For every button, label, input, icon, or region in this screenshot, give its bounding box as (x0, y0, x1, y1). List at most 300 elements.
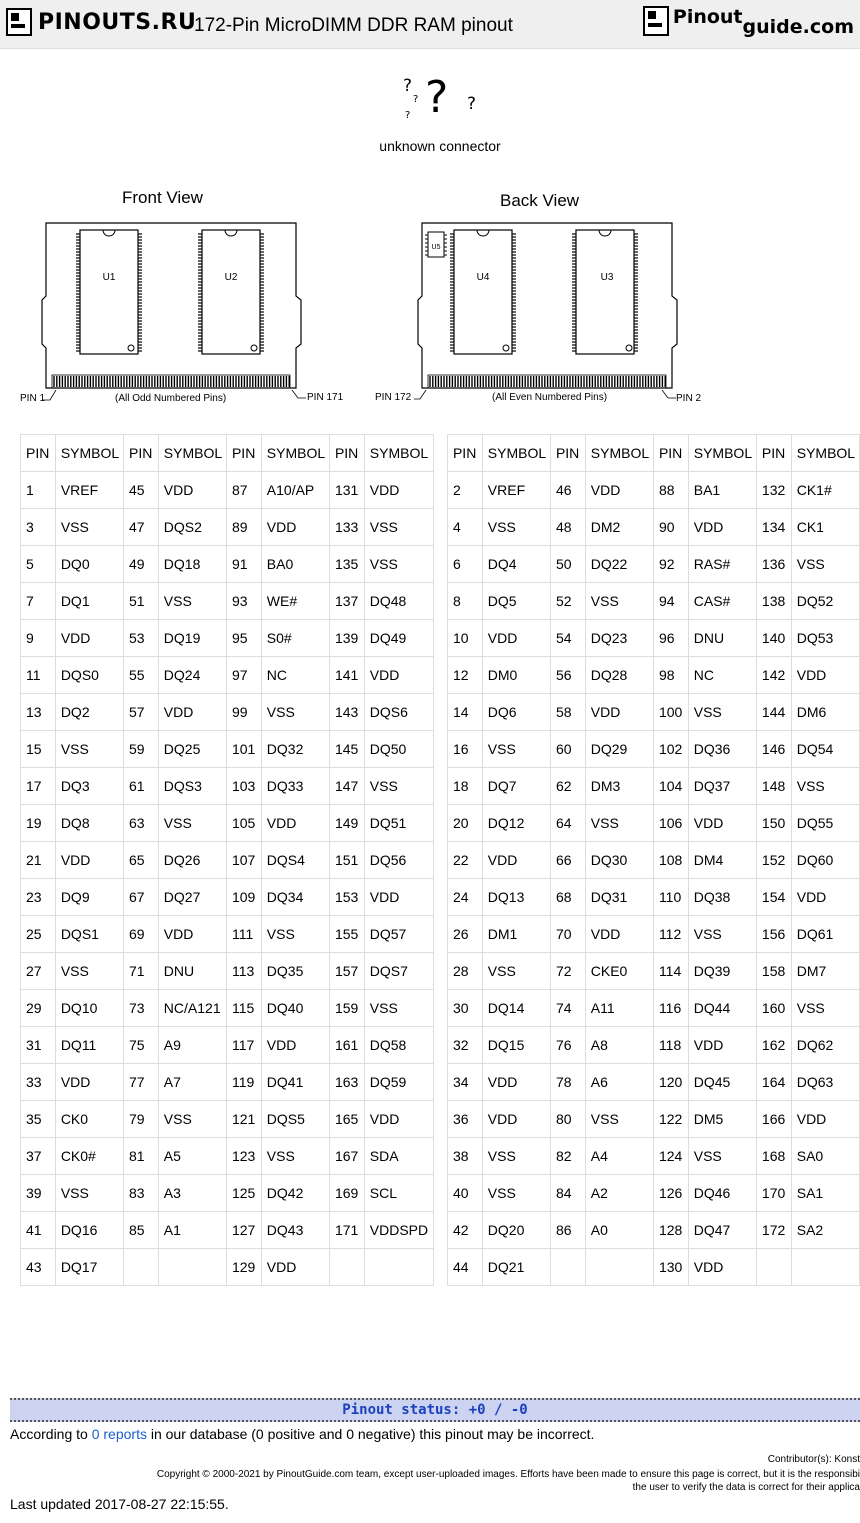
table-row (21, 509, 860, 546)
pin-number-cell: 18 (447, 768, 482, 805)
pin-symbol-cell: DQS1 (55, 916, 123, 953)
pin-number-cell: 43 (21, 1249, 56, 1286)
pin-number-cell: 58 (550, 694, 585, 731)
pin-number-cell: 88 (653, 472, 688, 509)
pin-symbol-cell: CK1 (791, 509, 859, 546)
contributors: Contributor(s): Konst (767, 1454, 860, 1465)
pin-number-cell: 63 (123, 805, 158, 842)
table-header-cell: PIN (329, 435, 364, 472)
pin-number-cell: 121 (226, 1101, 261, 1138)
pin-number-cell: 134 (756, 509, 791, 546)
pin-symbol-cell: VDD (364, 472, 433, 509)
pin-number-cell: 103 (226, 768, 261, 805)
pin-number-cell: 99 (226, 694, 261, 731)
pin-symbol-cell: DNU (688, 620, 756, 657)
table-row (21, 842, 860, 879)
pin-number-cell: 146 (756, 731, 791, 768)
pin-symbol-cell: DQ29 (585, 731, 653, 768)
pin-number-cell: 85 (123, 1212, 158, 1249)
pinoutguide-logo[interactable] (643, 6, 854, 36)
pin-symbol-cell: VSS (688, 694, 756, 731)
pin-number-cell: 150 (756, 805, 791, 842)
pin-symbol-cell: A4 (585, 1138, 653, 1175)
pin-number-cell: 8 (447, 583, 482, 620)
pin-symbol-cell: A5 (158, 1138, 226, 1175)
pin-symbol-cell: DQS6 (364, 694, 433, 731)
pin-symbol-cell: VDD (688, 805, 756, 842)
pin-symbol-cell: DQ49 (364, 620, 433, 657)
table-header-cell: SYMBOL (261, 435, 329, 472)
pin-symbol-cell: DQ55 (791, 805, 859, 842)
table-gap-cell (433, 1138, 447, 1175)
table-row (21, 1212, 860, 1249)
table-header-cell: SYMBOL (364, 435, 433, 472)
pin-number-cell: 159 (329, 990, 364, 1027)
table-row (21, 768, 860, 805)
pin-symbol-cell: DQS0 (55, 657, 123, 694)
top-bar (0, 0, 860, 49)
table-header-cell: PIN (653, 435, 688, 472)
pin-symbol-cell: DQS2 (158, 509, 226, 546)
table-gap-cell (433, 916, 447, 953)
pin-symbol-cell: VDD (585, 916, 653, 953)
table-row (21, 657, 860, 694)
pin-number-cell: 100 (653, 694, 688, 731)
status-text (10, 1426, 594, 1442)
pin-number-cell: 113 (226, 953, 261, 990)
pin-symbol-cell: DM5 (688, 1101, 756, 1138)
pin-number-cell: 1 (21, 472, 56, 509)
pin-number-cell: 67 (123, 879, 158, 916)
pin-symbol-cell: DQ44 (688, 990, 756, 1027)
pin-number-cell: 131 (329, 472, 364, 509)
back-pin-left-label: PIN 172 (375, 392, 412, 403)
back-caption: (All Even Numbered Pins) (492, 392, 608, 403)
pin-number-cell: 52 (550, 583, 585, 620)
pin-symbol-cell: DQ46 (688, 1175, 756, 1212)
pin-number-cell: 29 (21, 990, 56, 1027)
pin-symbol-cell: BA1 (688, 472, 756, 509)
table-row (21, 990, 860, 1027)
pin-number-cell: 54 (550, 620, 585, 657)
pin-symbol-cell: VSS (55, 953, 123, 990)
pin-number-cell: 69 (123, 916, 158, 953)
status-text-before: According to (10, 1426, 92, 1442)
pin-number-cell: 20 (447, 805, 482, 842)
pin-number-cell: 109 (226, 879, 261, 916)
pin-symbol-cell: DQ48 (364, 583, 433, 620)
pin-number-cell: 42 (447, 1212, 482, 1249)
pin-number-cell: 11 (21, 657, 56, 694)
back-view-diagram (416, 220, 678, 392)
table-gap-cell (433, 1027, 447, 1064)
pin-number-cell: 169 (329, 1175, 364, 1212)
pin-symbol-cell: DQ21 (482, 1249, 550, 1286)
pin-number-cell: 22 (447, 842, 482, 879)
pin-symbol-cell: DQS4 (261, 842, 329, 879)
pin-symbol-cell: WE# (261, 583, 329, 620)
table-gap-cell (433, 1064, 447, 1101)
pin-symbol-cell: DQ8 (55, 805, 123, 842)
front-pin-leaders (40, 386, 310, 402)
pin-symbol-cell: SA2 (791, 1212, 859, 1249)
pin-symbol-cell: VDD (364, 1101, 433, 1138)
table-row (21, 1101, 860, 1138)
table-row (21, 1027, 860, 1064)
pin-symbol-cell: DQ3 (55, 768, 123, 805)
connector-label: unknown connector (379, 138, 501, 154)
table-row (21, 472, 860, 509)
pin-symbol-cell: DQ19 (158, 620, 226, 657)
pin-symbol-cell: VSS (585, 1101, 653, 1138)
pin-symbol-cell: DQ15 (482, 1027, 550, 1064)
pin-number-cell (756, 1249, 791, 1286)
pin-symbol-cell: DQ40 (261, 990, 329, 1027)
table-gap-cell (433, 805, 447, 842)
pin-number-cell: 111 (226, 916, 261, 953)
pin-symbol-cell: VDD (585, 694, 653, 731)
pin-symbol-cell: DQ47 (688, 1212, 756, 1249)
pin-number-cell: 122 (653, 1101, 688, 1138)
pin-number-cell: 137 (329, 583, 364, 620)
pin-symbol-cell: DQ59 (364, 1064, 433, 1101)
pin-number-cell: 74 (550, 990, 585, 1027)
pin-number-cell: 160 (756, 990, 791, 1027)
pin-symbol-cell: VDD (261, 509, 329, 546)
pin-number-cell: 12 (447, 657, 482, 694)
pin-number-cell: 92 (653, 546, 688, 583)
pin-number-cell: 143 (329, 694, 364, 731)
pin-number-cell: 141 (329, 657, 364, 694)
pin-number-cell: 25 (21, 916, 56, 953)
pin-number-cell: 60 (550, 731, 585, 768)
pin-symbol-cell: VDD (364, 879, 433, 916)
pin-symbol-cell: DQ34 (261, 879, 329, 916)
pin-number-cell: 7 (21, 583, 56, 620)
pin-number-cell: 153 (329, 879, 364, 916)
pin-number-cell: 57 (123, 694, 158, 731)
pin-symbol-cell: DQ9 (55, 879, 123, 916)
pin-number-cell: 10 (447, 620, 482, 657)
table-row (21, 731, 860, 768)
pin-symbol-cell: A2 (585, 1175, 653, 1212)
pin-symbol-cell: VSS (364, 509, 433, 546)
page-title: 172-Pin MicroDIMM DDR RAM pinout (194, 15, 513, 36)
pin-symbol-cell: DQ27 (158, 879, 226, 916)
pin-number-cell: 89 (226, 509, 261, 546)
pin-symbol-cell: VDD (158, 472, 226, 509)
copyright (0, 1468, 860, 1494)
pin-number-cell: 53 (123, 620, 158, 657)
pin-number-cell: 97 (226, 657, 261, 694)
pin-number-cell: 24 (447, 879, 482, 916)
pin-number-cell: 156 (756, 916, 791, 953)
pin-number-cell: 126 (653, 1175, 688, 1212)
pin-symbol-cell: VSS (791, 990, 859, 1027)
pin-symbol-cell: VSS (158, 583, 226, 620)
pin-number-cell: 162 (756, 1027, 791, 1064)
pin-number-cell: 144 (756, 694, 791, 731)
pin-symbol-cell: DQ45 (688, 1064, 756, 1101)
pin-symbol-cell: VDD (688, 1027, 756, 1064)
pin-number-cell: 50 (550, 546, 585, 583)
pin-number-cell: 45 (123, 472, 158, 509)
pin-number-cell: 80 (550, 1101, 585, 1138)
table-header-cell: SYMBOL (158, 435, 226, 472)
pinoutguide-logo-text-b: guide.com (742, 16, 854, 38)
pinouts-ru-logo[interactable] (6, 8, 196, 36)
pin-symbol-cell: S0# (261, 620, 329, 657)
back-pin-leaders (410, 386, 680, 402)
pin-symbol-cell: A6 (585, 1064, 653, 1101)
pin-number-cell: 132 (756, 472, 791, 509)
pin-symbol-cell: DQ18 (158, 546, 226, 583)
pin-symbol-cell: DM6 (791, 694, 859, 731)
pin-symbol-cell: DQ26 (158, 842, 226, 879)
pin-number-cell (329, 1249, 364, 1286)
pin-number-cell: 120 (653, 1064, 688, 1101)
pin-number-cell: 106 (653, 805, 688, 842)
pin-symbol-cell: SA0 (791, 1138, 859, 1175)
pin-number-cell: 14 (447, 694, 482, 731)
pin-number-cell: 73 (123, 990, 158, 1027)
pin-symbol-cell: VDD (688, 509, 756, 546)
pin-number-cell: 98 (653, 657, 688, 694)
pin-number-cell: 172 (756, 1212, 791, 1249)
pin-number-cell: 28 (447, 953, 482, 990)
table-row (21, 694, 860, 731)
table-gap-cell (433, 546, 447, 583)
pin-symbol-cell: VSS (482, 731, 550, 768)
status-text-after: in our database (0 positive and 0 negative) this pinout may be incorrect. (146, 1426, 595, 1442)
pin-symbol-cell: DM2 (585, 509, 653, 546)
pin-symbol-cell: DQ54 (791, 731, 859, 768)
pin-symbol-cell: DQ33 (261, 768, 329, 805)
pin-symbol-cell: DQ50 (364, 731, 433, 768)
pin-number-cell: 168 (756, 1138, 791, 1175)
pin-number-cell: 158 (756, 953, 791, 990)
pin-number-cell: 139 (329, 620, 364, 657)
pin-symbol-cell: DQ41 (261, 1064, 329, 1101)
table-gap-cell (433, 1175, 447, 1212)
pin-number-cell: 116 (653, 990, 688, 1027)
pin-number-cell: 13 (21, 694, 56, 731)
pin-symbol-cell: VSS (482, 953, 550, 990)
pin-number-cell: 40 (447, 1175, 482, 1212)
pin-number-cell: 61 (123, 768, 158, 805)
pin-number-cell: 47 (123, 509, 158, 546)
chip-u3: U3 (600, 272, 614, 283)
pinout-table (20, 434, 860, 1286)
pin-symbol-cell: VDD (791, 657, 859, 694)
pin-symbol-cell: DM0 (482, 657, 550, 694)
pin-number-cell: 55 (123, 657, 158, 694)
pin-symbol-cell: DQ62 (791, 1027, 859, 1064)
pin-number-cell: 110 (653, 879, 688, 916)
pin-symbol-cell: DQ61 (791, 916, 859, 953)
pin-symbol-cell: VDD (482, 1101, 550, 1138)
pin-number-cell: 81 (123, 1138, 158, 1175)
table-row (21, 805, 860, 842)
pin-symbol-cell: VSS (364, 546, 433, 583)
pin-symbol-cell: DQ42 (261, 1175, 329, 1212)
pin-number-cell: 5 (21, 546, 56, 583)
pin-symbol-cell: DQ56 (364, 842, 433, 879)
front-pin-right-label: PIN 171 (307, 392, 344, 403)
pin-symbol-cell: A7 (158, 1064, 226, 1101)
pin-symbol-cell (158, 1249, 226, 1286)
pin-number-cell: 105 (226, 805, 261, 842)
pin-symbol-cell: VDD (482, 620, 550, 657)
pin-number-cell: 31 (21, 1027, 56, 1064)
pin-number-cell: 17 (21, 768, 56, 805)
pin-symbol-cell: CKE0 (585, 953, 653, 990)
pin-number-cell: 21 (21, 842, 56, 879)
pin-number-cell: 65 (123, 842, 158, 879)
table-header-cell: SYMBOL (688, 435, 756, 472)
table-gap-cell (433, 731, 447, 768)
pin-symbol-cell: DQ1 (55, 583, 123, 620)
front-view-title: Front View (122, 188, 203, 207)
pin-symbol-cell: DQ37 (688, 768, 756, 805)
pin-symbol-cell: VSS (585, 583, 653, 620)
pin-symbol-cell: CK0 (55, 1101, 123, 1138)
pin-symbol-cell: DQ39 (688, 953, 756, 990)
pin-number-cell: 23 (21, 879, 56, 916)
pin-symbol-cell: CAS# (688, 583, 756, 620)
pin-number-cell: 16 (447, 731, 482, 768)
pin-number-cell: 91 (226, 546, 261, 583)
pin-number-cell: 82 (550, 1138, 585, 1175)
pin-number-cell: 107 (226, 842, 261, 879)
question-mark-large: ? (425, 72, 449, 123)
pin-symbol-cell: DQ10 (55, 990, 123, 1027)
pin-symbol-cell: VSS (261, 694, 329, 731)
pin-symbol-cell: DQ4 (482, 546, 550, 583)
pin-number-cell: 15 (21, 731, 56, 768)
pin-symbol-cell: VDD (364, 657, 433, 694)
pin-symbol-cell: DQ2 (55, 694, 123, 731)
pin-number-cell: 79 (123, 1101, 158, 1138)
pin-symbol-cell: DQ28 (585, 657, 653, 694)
pin-symbol-cell: VSS (261, 1138, 329, 1175)
pinout-status-bar: Pinout status: +0 / -0 (10, 1398, 860, 1422)
pin-number-cell: 93 (226, 583, 261, 620)
pin-symbol-cell: VSS (364, 990, 433, 1027)
pin-symbol-cell: VDD (482, 842, 550, 879)
pin-number-cell: 96 (653, 620, 688, 657)
pin-symbol-cell (791, 1249, 859, 1286)
pin-number-cell: 124 (653, 1138, 688, 1175)
pin-symbol-cell: BA0 (261, 546, 329, 583)
pin-number-cell: 4 (447, 509, 482, 546)
pin-number-cell: 62 (550, 768, 585, 805)
table-gap-cell (433, 1212, 447, 1249)
pin-number-cell: 44 (447, 1249, 482, 1286)
table-row (21, 1064, 860, 1101)
pin-symbol-cell: VSS (55, 509, 123, 546)
pin-number-cell: 95 (226, 620, 261, 657)
reports-link[interactable]: 0 reports (91, 1426, 147, 1442)
table-gap-cell (433, 435, 447, 472)
pin-symbol-cell: DQ16 (55, 1212, 123, 1249)
pin-symbol-cell: NC/A121 (158, 990, 226, 1027)
pin-number-cell: 33 (21, 1064, 56, 1101)
pin-number-cell: 127 (226, 1212, 261, 1249)
pin-number-cell: 165 (329, 1101, 364, 1138)
pin-number-cell: 38 (447, 1138, 482, 1175)
pin-symbol-cell: DQ57 (364, 916, 433, 953)
pin-symbol-cell (585, 1249, 653, 1286)
pin-number-cell: 3 (21, 509, 56, 546)
pin-number-cell: 59 (123, 731, 158, 768)
pin-symbol-cell: VDD (585, 472, 653, 509)
pin-number-cell: 152 (756, 842, 791, 879)
pin-number-cell: 9 (21, 620, 56, 657)
pin-symbol-cell: DQS5 (261, 1101, 329, 1138)
table-gap-cell (433, 953, 447, 990)
pin-symbol-cell: CK0# (55, 1138, 123, 1175)
table-gap-cell (433, 509, 447, 546)
pin-symbol-cell: VDD (791, 1101, 859, 1138)
front-pin-left-label: PIN 1 (20, 393, 46, 404)
table-header-cell: PIN (756, 435, 791, 472)
table-gap-cell (433, 990, 447, 1027)
pin-symbol-cell: VDD (55, 620, 123, 657)
pin-symbol-cell: DQ58 (364, 1027, 433, 1064)
pin-number-cell: 155 (329, 916, 364, 953)
pin-symbol-cell: DQ35 (261, 953, 329, 990)
pin-symbol-cell: DM4 (688, 842, 756, 879)
pin-number-cell: 75 (123, 1027, 158, 1064)
chip-u5: U5 (431, 244, 441, 251)
table-header-cell: SYMBOL (585, 435, 653, 472)
pin-symbol-cell: DQ24 (158, 657, 226, 694)
pin-symbol-cell: VSS (158, 805, 226, 842)
pin-symbol-cell: VSS (791, 546, 859, 583)
pin-number-cell: 90 (653, 509, 688, 546)
pin-number-cell: 35 (21, 1101, 56, 1138)
pin-number-cell: 151 (329, 842, 364, 879)
pin-number-cell: 148 (756, 768, 791, 805)
pin-symbol-cell: DQ30 (585, 842, 653, 879)
pin-number-cell: 133 (329, 509, 364, 546)
pin-number-cell: 32 (447, 1027, 482, 1064)
pin-symbol-cell: VSS (261, 916, 329, 953)
pin-symbol-cell: VSS (482, 1138, 550, 1175)
table-row (21, 953, 860, 990)
pin-symbol-cell: NC (261, 657, 329, 694)
chip-u1: U1 (102, 272, 116, 283)
pin-number-cell: 157 (329, 953, 364, 990)
table-gap-cell (433, 1101, 447, 1138)
pin-symbol-cell: DQ7 (482, 768, 550, 805)
pin-number-cell: 136 (756, 546, 791, 583)
pin-number-cell: 154 (756, 879, 791, 916)
pin-symbol-cell: SCL (364, 1175, 433, 1212)
pin-number-cell: 30 (447, 990, 482, 1027)
pin-symbol-cell: VDD (261, 1249, 329, 1286)
pin-number-cell: 94 (653, 583, 688, 620)
table-row (21, 1138, 860, 1175)
pin-number-cell: 163 (329, 1064, 364, 1101)
pin-number-cell: 114 (653, 953, 688, 990)
copyright-line-2: the user to verify the data is correct for their applica (632, 1482, 860, 1493)
pin-symbol-cell: VSS (55, 1175, 123, 1212)
pin-number-cell: 41 (21, 1212, 56, 1249)
pin-symbol-cell: DM3 (585, 768, 653, 805)
chip-u2: U2 (224, 272, 238, 283)
